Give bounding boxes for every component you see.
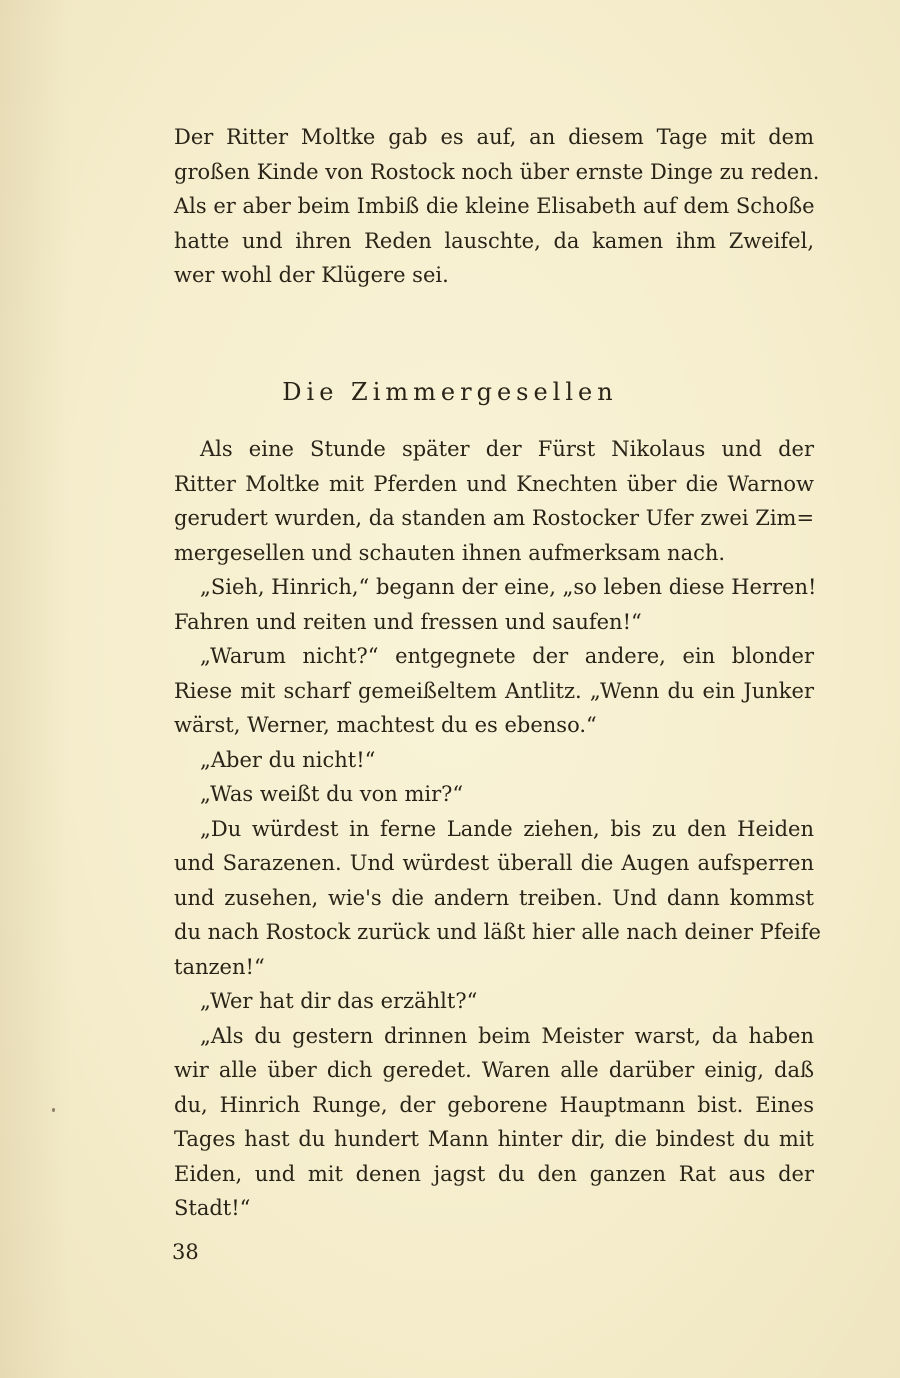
text-line: „Warum nicht?“ entgegnete der andere, ein blonder xyxy=(200,644,814,668)
text-line: Als er aber beim Imbiß die kleine Elisabeth auf dem Schoße xyxy=(174,194,815,218)
text-line: gerudert wurden, da standen am Rostocker Ufer zwei Zim= xyxy=(174,506,815,530)
text-line: Fahren und reiten und fressen und saufen!“ xyxy=(174,609,642,634)
chapter-heading: Die Zimmergesellen xyxy=(282,378,618,406)
text-line: mergesellen und schauten ihnen aufmerksam nach. xyxy=(174,540,726,565)
text-line: tanzen!“ xyxy=(174,954,265,979)
text-line: wärst, Werner, machtest du es ebenso.“ xyxy=(174,713,597,737)
gutter-shadow xyxy=(0,0,70,1378)
text-line: „Du würdest in ferne Lande ziehen, bis zu den Heiden xyxy=(200,816,814,841)
page-number: 38 xyxy=(172,1240,199,1264)
paper-speck xyxy=(52,1108,55,1112)
text-line: Riese mit scharf gemeißeltem Antlitz. „Wenn du ein Junker xyxy=(174,678,814,703)
text-line: großen Kinde von Rostock noch über ernste Dinge zu reden. xyxy=(174,159,820,184)
text-line: Stadt!“ xyxy=(174,1196,251,1220)
text-line: Ritter Moltke mit Pferden und Knechten über die Warnow xyxy=(174,471,814,496)
text-line: „Wer hat dir das erzählt?“ xyxy=(200,989,478,1013)
text-line: „Was weißt du von mir?“ xyxy=(200,782,464,806)
text-line: „Aber du nicht!“ xyxy=(200,747,376,772)
text-line: wer wohl der Klügere sei. xyxy=(174,263,449,287)
text-line: und Sarazenen. Und würdest überall die Augen aufsperren xyxy=(174,851,814,875)
text-line: „Als du gestern drinnen beim Meister warst, da haben xyxy=(200,1023,814,1048)
text-line: wir alle über dich geredet. Waren alle darüber einig, daß xyxy=(174,1058,814,1082)
text-line: du, Hinrich Runge, der geborene Hauptmann bist. Eines xyxy=(174,1092,814,1117)
text-line: „Sieh, Hinrich,“ begann der eine, „so leben diese Herren! xyxy=(200,575,817,599)
paragraph-top xyxy=(174,120,820,293)
text-line: und zusehen, wie's die andern treiben. Und dann kommst xyxy=(174,885,814,910)
text-line: du nach Rostock zurück und läßt hier alle nach deiner Pfeife xyxy=(174,920,821,944)
text-line: Als eine Stunde später der Fürst Nikolaus und der xyxy=(200,437,814,461)
text-line: Eiden, und mit denen jagst du den ganzen Rat aus der xyxy=(174,1161,814,1186)
text-line: hatte und ihren Reden lauschte, da kamen ihm Zweifel, xyxy=(174,228,814,253)
chapter-body xyxy=(174,432,821,1226)
text-line: Tages hast du hundert Mann hinter dir, die bindest du mit xyxy=(174,1127,814,1151)
text-line: Der Ritter Moltke gab es auf, an diesem Tage mit dem xyxy=(174,125,814,149)
